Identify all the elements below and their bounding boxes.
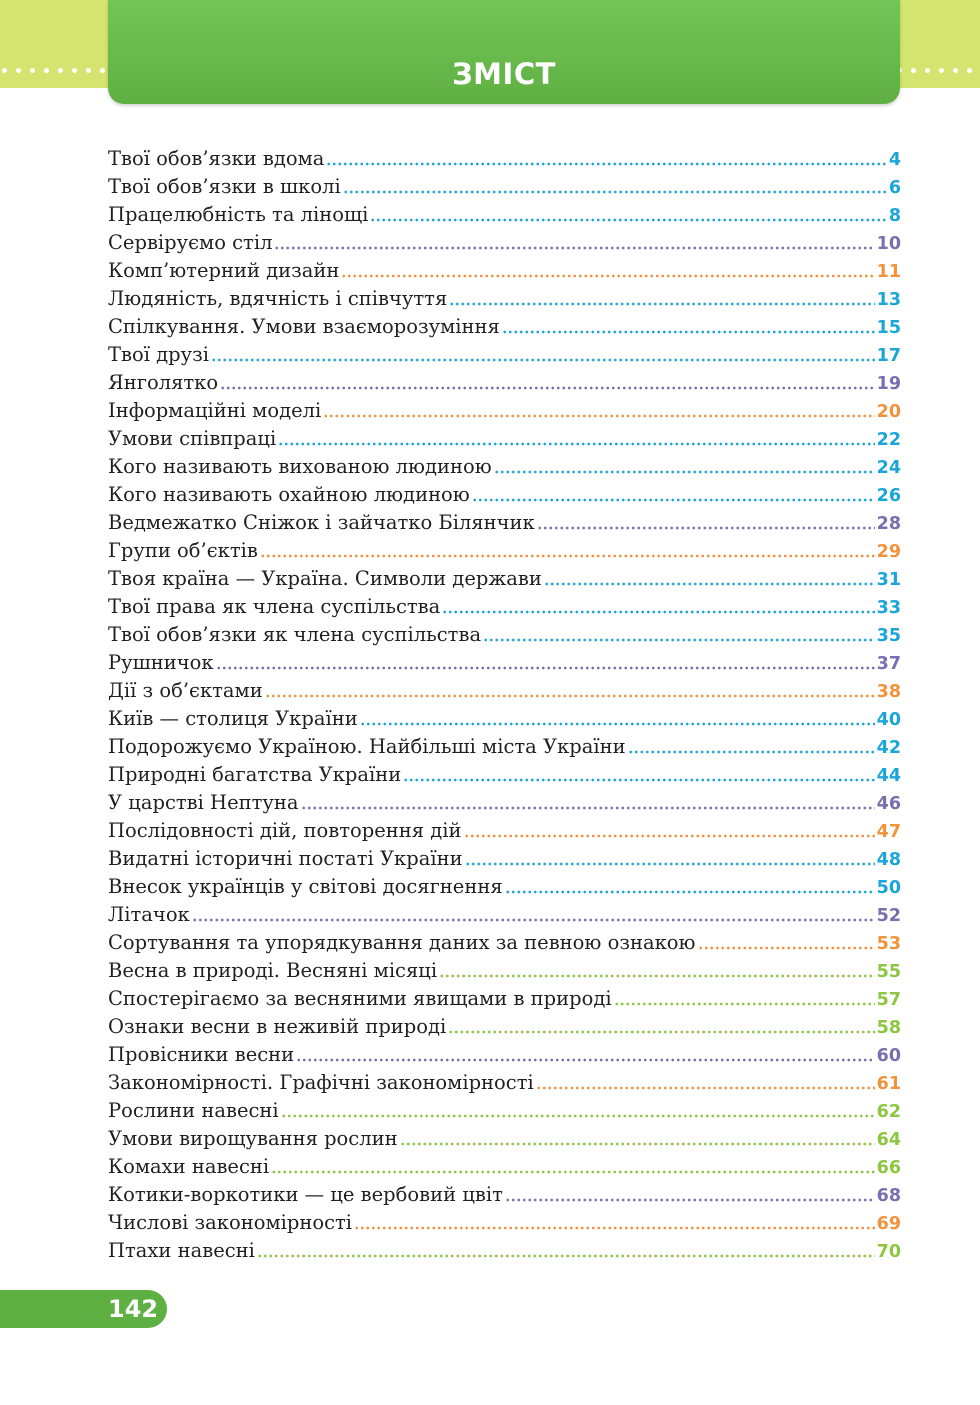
dot <box>58 68 63 73</box>
toc-entry[interactable] <box>108 593 901 621</box>
toc-entry[interactable] <box>108 677 901 705</box>
toc-entry[interactable] <box>108 565 901 593</box>
dot-leader <box>271 1170 875 1174</box>
toc-entry-page-number: 19 <box>876 374 901 394</box>
dot-leader <box>281 1114 875 1118</box>
toc-entry-title: Дії з об’єктами <box>108 679 263 702</box>
toc-entry[interactable] <box>108 1181 901 1209</box>
toc-entry[interactable] <box>108 705 901 733</box>
toc-entry-page-number: 55 <box>876 962 901 982</box>
toc-entry-title: Рушничок <box>108 651 214 674</box>
dot-leader <box>370 218 886 222</box>
toc-entry-page-number: 29 <box>876 542 901 562</box>
toc-entry-title: Твоя країна — Україна. Символи держави <box>108 567 542 590</box>
toc-entry[interactable] <box>108 1069 901 1097</box>
toc-entry-title: Твої обов’язки як члена суспільства <box>108 623 482 646</box>
dot-leader <box>257 1254 875 1258</box>
toc-entry-title: Кого називають охайною людиною <box>108 483 470 506</box>
dot-leader <box>505 1198 875 1202</box>
toc-entry-title: Сортування та упорядкування даних за певною ознакою <box>108 931 696 954</box>
dot-leader <box>505 890 875 894</box>
dot <box>100 68 105 73</box>
toc-entry-title: Людяність, вдячність і співчуття <box>108 287 448 310</box>
toc-entry[interactable] <box>108 1125 901 1153</box>
dot-leader <box>472 498 875 502</box>
dot-leader <box>614 1002 875 1006</box>
dot-leader <box>341 274 874 278</box>
toc-entry-title: Твої обов’язки в школі <box>108 175 341 198</box>
toc-entry[interactable] <box>108 733 901 761</box>
toc-entry[interactable] <box>108 481 901 509</box>
toc-entry-title: Ведмежатко Сніжок і зайчатко Білянчик <box>108 511 535 534</box>
toc-entry-page-number: 13 <box>876 290 901 310</box>
toc-entry-page-number: 57 <box>876 990 901 1010</box>
dot-leader <box>211 358 875 362</box>
toc-entry[interactable] <box>108 425 901 453</box>
toc-entry-page-number: 11 <box>876 262 901 282</box>
dot <box>925 68 930 73</box>
toc-entry-page-number: 31 <box>876 570 901 590</box>
dot <box>939 68 944 73</box>
toc-entry[interactable] <box>108 509 901 537</box>
toc-entry[interactable] <box>108 901 901 929</box>
dot-leader <box>449 302 874 306</box>
dot-leader <box>537 526 875 530</box>
dot-leader <box>464 834 875 838</box>
dot <box>953 68 958 73</box>
dot <box>30 68 35 73</box>
dot <box>911 68 916 73</box>
dot-leader <box>323 414 874 418</box>
toc-entry-title: Закономірності. Графічні закономірності <box>108 1071 534 1094</box>
toc-entry-title: Київ — столиця України <box>108 707 358 730</box>
toc-entry-page-number: 24 <box>876 458 901 478</box>
toc-entry[interactable] <box>108 341 901 369</box>
toc-entry-page-number: 33 <box>876 598 901 618</box>
toc-entry-title: Птахи навесні <box>108 1239 255 1262</box>
toc-entry-page-number: 46 <box>876 794 901 814</box>
dot-leader <box>544 582 875 586</box>
dot-leader <box>278 442 874 446</box>
toc-entry-title: Спілкування. Умови взаєморозуміння <box>108 315 500 338</box>
toc-entry-title: Числові закономірності <box>108 1211 353 1234</box>
toc-entry[interactable] <box>108 1153 901 1181</box>
toc-entry[interactable] <box>108 1041 901 1069</box>
toc-entry-title: Літачок <box>108 903 190 926</box>
toc-entry[interactable] <box>108 453 901 481</box>
dot-leader <box>192 918 875 922</box>
toc-entry[interactable] <box>108 229 901 257</box>
toc-entry[interactable] <box>108 817 901 845</box>
toc-entry[interactable] <box>108 313 901 341</box>
toc-entry-page-number: 28 <box>876 514 901 534</box>
toc-entry-page-number: 37 <box>876 654 901 674</box>
toc-entry[interactable] <box>108 397 901 425</box>
header-tab <box>108 0 900 104</box>
toc-entry-title: Групи об’єктів <box>108 539 258 562</box>
toc-entry[interactable] <box>108 369 901 397</box>
toc-entry-page-number: 38 <box>876 682 901 702</box>
toc-entry-page-number: 26 <box>876 486 901 506</box>
toc-entry-page-number: 66 <box>876 1158 901 1178</box>
dot-leader <box>439 974 875 978</box>
dot-leader <box>628 750 875 754</box>
toc-entry-page-number: 40 <box>876 710 901 730</box>
dot <box>16 68 21 73</box>
toc-entry-page-number: 60 <box>876 1046 901 1066</box>
page-title: ЗМІСТ <box>452 57 556 91</box>
toc-entry[interactable] <box>108 537 901 565</box>
dotted-line-left <box>2 68 105 74</box>
toc-entry-title: Інформаційні моделі <box>108 399 322 422</box>
dot-leader <box>494 470 875 474</box>
toc-entry-page-number: 4 <box>888 150 901 170</box>
dot-leader <box>260 554 875 558</box>
dot-leader <box>403 778 874 782</box>
toc-entry-page-number: 44 <box>876 766 901 786</box>
toc-entry[interactable] <box>108 285 901 313</box>
dot-leader <box>301 806 875 810</box>
toc-entry-page-number: 22 <box>876 430 901 450</box>
toc-entry-title: Комахи навесні <box>108 1155 270 1178</box>
toc-entry-title: Котики-воркотики — це вербовий цвіт <box>108 1183 503 1206</box>
toc-entry-page-number: 62 <box>876 1102 901 1122</box>
toc-entry-page-number: 53 <box>876 934 901 954</box>
dot <box>2 68 7 73</box>
dot-leader <box>698 946 875 950</box>
dot-leader <box>265 694 875 698</box>
toc-entry-title: Ознаки весни в неживій природі <box>108 1015 447 1038</box>
dot-leader <box>448 1030 874 1034</box>
toc-entry[interactable] <box>108 1013 901 1041</box>
table-of-contents <box>108 145 901 1265</box>
toc-entry[interactable] <box>108 873 901 901</box>
dot <box>44 68 49 73</box>
toc-entry-page-number: 6 <box>888 178 901 198</box>
toc-entry-page-number: 10 <box>876 234 901 254</box>
toc-entry-title: Твої обов’язки вдома <box>108 147 325 170</box>
toc-entry[interactable] <box>108 257 901 285</box>
toc-entry[interactable] <box>108 957 901 985</box>
toc-entry-title: Умови співпраці <box>108 427 277 450</box>
dot-leader <box>216 666 875 670</box>
dot-leader <box>465 862 875 866</box>
toc-entry-page-number: 47 <box>876 822 901 842</box>
toc-entry-page-number: 48 <box>876 850 901 870</box>
toc-entry-page-number: 42 <box>876 738 901 758</box>
toc-entry-title: Комп’ютерний дизайн <box>108 259 340 282</box>
toc-entry-page-number: 68 <box>876 1186 901 1206</box>
toc-entry-title: Янголятко <box>108 371 219 394</box>
page-number: 142 <box>108 1295 159 1323</box>
toc-entry-page-number: 15 <box>876 318 901 338</box>
toc-entry-title: Твої друзі <box>108 343 209 366</box>
toc-entry-title: Кого називають вихованою людиною <box>108 455 492 478</box>
toc-entry-page-number: 17 <box>876 346 901 366</box>
toc-entry-title: Провісники весни <box>108 1043 295 1066</box>
toc-entry[interactable] <box>108 173 901 201</box>
toc-entry-page-number: 52 <box>876 906 901 926</box>
toc-entry[interactable] <box>108 985 901 1013</box>
toc-entry[interactable] <box>108 1237 901 1265</box>
toc-entry-page-number: 50 <box>876 878 901 898</box>
toc-entry-title: Природні багатства України <box>108 763 402 786</box>
dot <box>72 68 77 73</box>
dot-leader <box>354 1226 875 1230</box>
toc-entry-page-number: 58 <box>876 1018 901 1038</box>
toc-entry-page-number: 8 <box>888 206 901 226</box>
toc-entry-page-number: 64 <box>876 1130 901 1150</box>
toc-entry-page-number: 69 <box>876 1214 901 1234</box>
toc-entry[interactable] <box>108 929 901 957</box>
toc-entry-title: Внесок українців у світові досягнення <box>108 875 503 898</box>
toc-entry-page-number: 61 <box>876 1074 901 1094</box>
dot-leader <box>442 610 874 614</box>
dot-leader <box>360 722 875 726</box>
toc-entry-title: Спостерігаємо за весняними явищами в природі <box>108 987 612 1010</box>
toc-entry-title: Послідовності дій, повторення дій <box>108 819 462 842</box>
toc-entry[interactable] <box>108 1097 901 1125</box>
toc-entry[interactable] <box>108 201 901 229</box>
toc-entry-title: Сервіруємо стіл <box>108 231 273 254</box>
dot <box>86 68 91 73</box>
dot-leader <box>274 246 874 250</box>
dot-leader <box>502 330 875 334</box>
toc-entry-page-number: 70 <box>876 1242 901 1262</box>
toc-entry-title: Працелюбність та лінощі <box>108 203 369 226</box>
toc-entry[interactable] <box>108 649 901 677</box>
toc-entry-title: Умови вирощування рослин <box>108 1127 398 1150</box>
toc-entry-page-number: 20 <box>876 402 901 422</box>
toc-entry[interactable] <box>108 761 901 789</box>
dot-leader <box>326 162 886 166</box>
toc-entry-title: Твої права як члена суспільства <box>108 595 441 618</box>
toc-entry-page-number: 35 <box>876 626 901 646</box>
dot-leader <box>483 638 875 642</box>
toc-entry-title: У царстві Нептуна <box>108 791 299 814</box>
toc-entry[interactable] <box>108 1209 901 1237</box>
toc-entry-title: Рослини навесні <box>108 1099 279 1122</box>
toc-entry-title: Подорожуємо Україною. Найбільші міста України <box>108 735 626 758</box>
toc-entry-title: Весна в природі. Весняні місяці <box>108 959 438 982</box>
toc-entry[interactable] <box>108 621 901 649</box>
toc-entry[interactable] <box>108 145 901 173</box>
dot-leader <box>400 1142 875 1146</box>
dot-leader <box>296 1058 874 1062</box>
dot-leader <box>220 386 875 390</box>
dot-leader <box>343 190 887 194</box>
dot <box>967 68 972 73</box>
toc-entry[interactable] <box>108 789 901 817</box>
toc-entry[interactable] <box>108 845 901 873</box>
toc-entry-title: Видатні історичні постаті України <box>108 847 463 870</box>
dot-leader <box>536 1086 875 1090</box>
